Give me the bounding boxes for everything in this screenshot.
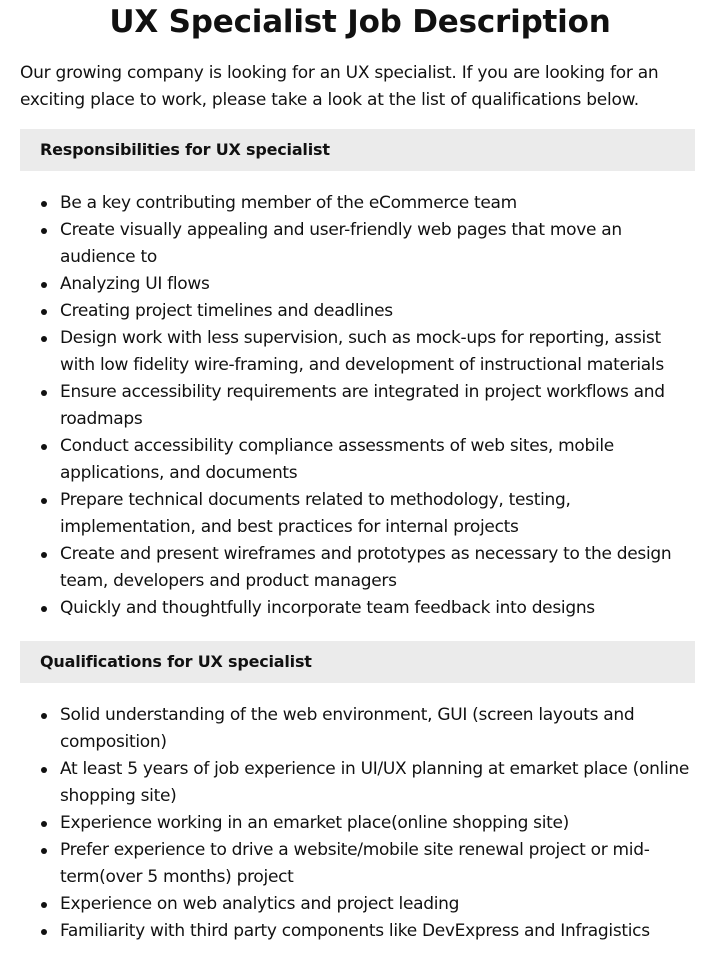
bullet-icon: [41, 929, 47, 935]
list-item: [20, 190, 695, 217]
bullet-icon: [41, 444, 47, 450]
bullet-icon: [41, 228, 47, 234]
responsibilities-heading: Responsibilities for UX specialist: [20, 129, 695, 171]
list-item-text: Prepare technical documents related to methodology, testing, implementation, and best practices for internal projects: [60, 490, 571, 537]
list-item: [20, 298, 695, 325]
bullet-icon: [41, 282, 47, 288]
list-item-text: Be a key contributing member of the eCommerce team: [60, 193, 517, 213]
bullet-icon: [41, 336, 47, 342]
list-item: [20, 702, 695, 756]
list-item-text: Prefer experience to drive a website/mobile site renewal project or mid-term(over 5 months) project: [60, 840, 650, 887]
list-item-text: At least 5 years of job experience in UI/UX planning at emarket place (online shopping site): [60, 759, 690, 806]
list-item-text: Create and present wireframes and prototypes as necessary to the design team, developers and product managers: [60, 544, 672, 591]
bullet-icon: [41, 821, 47, 827]
list-item-text: Familiarity with third party components like DevExpress and Infragistics: [60, 921, 650, 941]
list-item-text: Experience on web analytics and project leading: [60, 894, 460, 914]
bullet-icon: [41, 309, 47, 315]
list-item-text: Quickly and thoughtfully incorporate team feedback into designs: [60, 598, 595, 618]
list-item: [20, 271, 695, 298]
list-item-text: Analyzing UI flows: [60, 274, 210, 294]
bullet-icon: [41, 498, 47, 504]
list-item: [20, 217, 695, 271]
list-item: [20, 595, 695, 622]
bullet-icon: [41, 606, 47, 612]
list-item-text: Creating project timelines and deadlines: [60, 301, 393, 321]
bullet-icon: [41, 713, 47, 719]
intro-paragraph: Our growing company is looking for an UX specialist. If you are looking for an exciting place to work, please take a look at the list of qualifications below.: [20, 63, 659, 110]
list-item-text: Design work with less supervision, such as mock-ups for reporting, assist with low fidelity wire-framing, and development of instructional materials: [60, 328, 664, 375]
qualifications-heading: Qualifications for UX specialist: [20, 641, 695, 683]
list-item: [20, 891, 695, 918]
list-item-text: Create visually appealing and user-friendly web pages that move an audience to: [60, 220, 622, 267]
list-item: [20, 756, 695, 810]
list-item-text: Solid understanding of the web environment, GUI (screen layouts and composition): [60, 705, 635, 752]
list-item: [20, 325, 695, 379]
list-item: [20, 379, 695, 433]
bullet-icon: [41, 390, 47, 396]
bullet-icon: [41, 902, 47, 908]
bullet-icon: [41, 848, 47, 854]
list-item: [20, 810, 695, 837]
list-item-text: Conduct accessibility compliance assessments of web sites, mobile applications, and documents: [60, 436, 614, 483]
qualifications-list: [20, 702, 695, 945]
list-item: [20, 541, 695, 595]
list-item: [20, 433, 695, 487]
bullet-icon: [41, 767, 47, 773]
bullet-icon: [41, 201, 47, 207]
bullet-icon: [41, 552, 47, 558]
list-item: [20, 487, 695, 541]
page-title: UX Specialist Job Description: [109, 4, 611, 40]
list-item: [20, 837, 695, 891]
list-item-text: Ensure accessibility requirements are integrated in project workflows and roadmaps: [60, 382, 665, 429]
responsibilities-list: [20, 190, 695, 622]
list-item: [20, 918, 695, 945]
list-item-text: Experience working in an emarket place(online shopping site): [60, 813, 570, 833]
